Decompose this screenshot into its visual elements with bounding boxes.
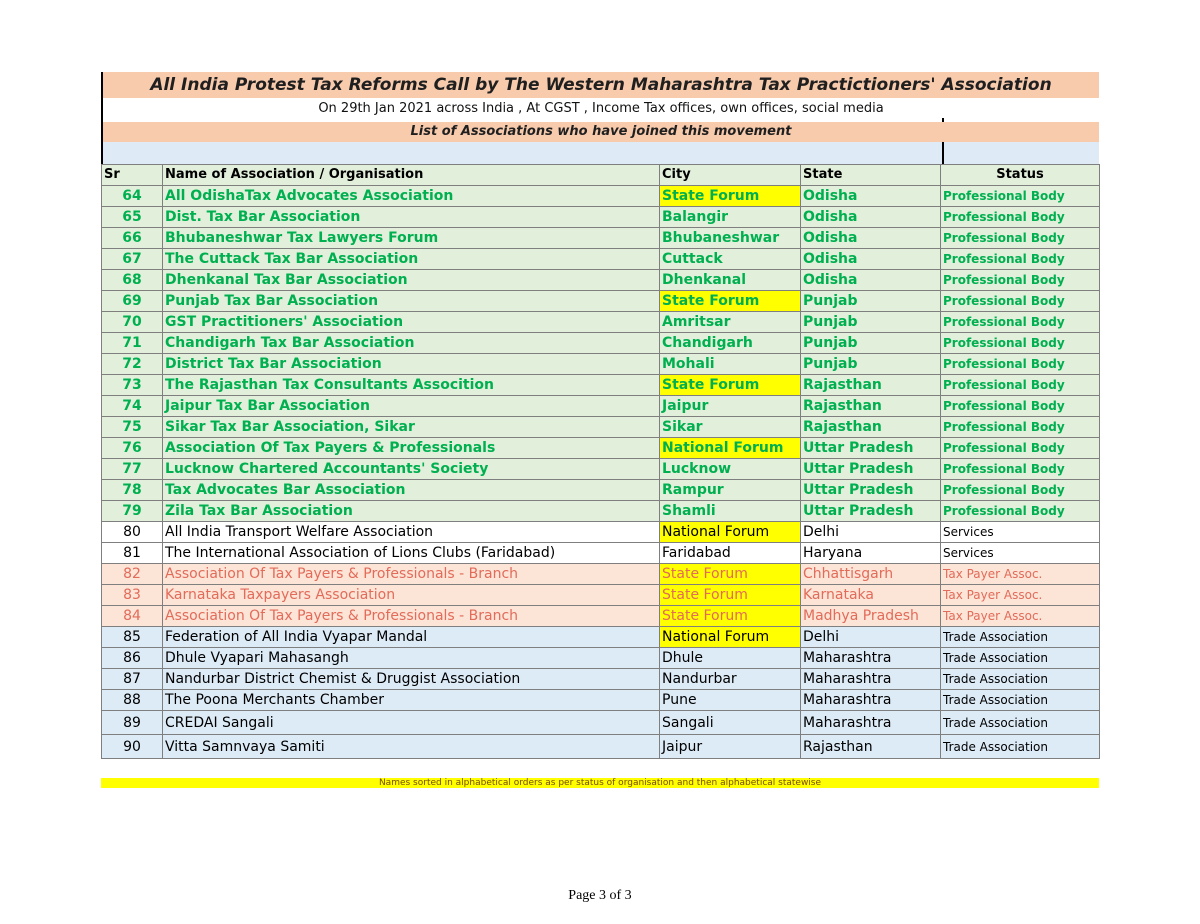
row-name-cell: Association Of Tax Payers & Professionals <box>163 438 660 459</box>
table-row <box>102 735 1100 759</box>
row-sr-cell: 72 <box>102 354 163 375</box>
table-row <box>102 522 1100 543</box>
row-city-cell: Rampur <box>660 480 801 501</box>
row-city-cell: Sikar <box>660 417 801 438</box>
row-state-cell: Maharashtra <box>801 690 941 711</box>
row-sr-cell: 87 <box>102 669 163 690</box>
row-state-cell: Maharashtra <box>801 669 941 690</box>
table-row <box>102 396 1100 417</box>
row-sr-cell: 70 <box>102 312 163 333</box>
column-header-city: City <box>660 165 801 186</box>
row-city-cell: Faridabad <box>660 543 801 564</box>
table-row <box>102 354 1100 375</box>
row-state-cell: Punjab <box>801 312 941 333</box>
row-status-cell: Professional Body <box>941 375 1100 396</box>
table-row <box>102 480 1100 501</box>
row-sr-cell: 88 <box>102 690 163 711</box>
row-status-cell: Professional Body <box>941 249 1100 270</box>
row-status-cell: Professional Body <box>941 186 1100 207</box>
row-sr-cell: 89 <box>102 711 163 735</box>
row-city-cell: State Forum <box>660 186 801 207</box>
row-name-cell: GST Practitioners' Association <box>163 312 660 333</box>
row-city-cell: National Forum <box>660 438 801 459</box>
row-status-cell: Trade Association <box>941 735 1100 759</box>
blank-band <box>101 142 1099 164</box>
row-status-cell: Trade Association <box>941 627 1100 648</box>
row-state-cell: Uttar Pradesh <box>801 438 941 459</box>
row-status-cell: Professional Body <box>941 270 1100 291</box>
row-sr-cell: 80 <box>102 522 163 543</box>
row-state-cell: Odisha <box>801 228 941 249</box>
row-state-cell: Madhya Pradesh <box>801 606 941 627</box>
table-row <box>102 186 1100 207</box>
row-name-cell: Association Of Tax Payers & Professionals - Branch <box>163 564 660 585</box>
row-status-cell: Professional Body <box>941 480 1100 501</box>
column-divider-mark <box>942 142 944 164</box>
row-state-cell: Karnataka <box>801 585 941 606</box>
row-sr-cell: 85 <box>102 627 163 648</box>
row-status-cell: Professional Body <box>941 417 1100 438</box>
row-city-cell: Pune <box>660 690 801 711</box>
table-row <box>102 291 1100 312</box>
row-city-cell: State Forum <box>660 564 801 585</box>
table-body <box>102 186 1100 759</box>
table-row <box>102 207 1100 228</box>
row-name-cell: The Poona Merchants Chamber <box>163 690 660 711</box>
row-city-cell: Dhule <box>660 648 801 669</box>
associations-table <box>101 164 1100 759</box>
row-sr-cell: 79 <box>102 501 163 522</box>
row-city-cell: Bhubaneshwar <box>660 228 801 249</box>
column-header-name: Name of Association / Organisation <box>163 165 660 186</box>
row-status-cell: Services <box>941 522 1100 543</box>
page-number: Page 3 of 3 <box>568 888 632 903</box>
table-row <box>102 375 1100 396</box>
table-row <box>102 417 1100 438</box>
row-name-cell: Chandigarh Tax Bar Association <box>163 333 660 354</box>
row-status-cell: Professional Body <box>941 291 1100 312</box>
row-sr-cell: 66 <box>102 228 163 249</box>
column-header-status: Status <box>941 165 1100 186</box>
row-state-cell: Haryana <box>801 543 941 564</box>
row-name-cell: Jaipur Tax Bar Association <box>163 396 660 417</box>
table-row <box>102 333 1100 354</box>
row-name-cell: CREDAI Sangali <box>163 711 660 735</box>
row-name-cell: The Rajasthan Tax Consultants Assocition <box>163 375 660 396</box>
row-city-cell: Chandigarh <box>660 333 801 354</box>
row-name-cell: Dhenkanal Tax Bar Association <box>163 270 660 291</box>
row-sr-cell: 82 <box>102 564 163 585</box>
row-name-cell: Association Of Tax Payers & Professionals - Branch <box>163 606 660 627</box>
row-city-cell: Balangir <box>660 207 801 228</box>
table-row <box>102 564 1100 585</box>
row-state-cell: Maharashtra <box>801 648 941 669</box>
table-row <box>102 606 1100 627</box>
row-city-cell: Nandurbar <box>660 669 801 690</box>
row-sr-cell: 78 <box>102 480 163 501</box>
row-state-cell: Rajasthan <box>801 396 941 417</box>
table-row <box>102 312 1100 333</box>
row-state-cell: Delhi <box>801 522 941 543</box>
row-state-cell: Delhi <box>801 627 941 648</box>
page-subtitle <box>101 98 1099 122</box>
row-status-cell: Professional Body <box>941 438 1100 459</box>
row-state-cell: Uttar Pradesh <box>801 459 941 480</box>
row-name-cell: Nandurbar District Chemist & Druggist Association <box>163 669 660 690</box>
row-status-cell: Services <box>941 543 1100 564</box>
row-state-cell: Punjab <box>801 333 941 354</box>
table-row <box>102 669 1100 690</box>
row-name-cell: Lucknow Chartered Accountants' Society <box>163 459 660 480</box>
row-city-cell: State Forum <box>660 606 801 627</box>
row-name-cell: Sikar Tax Bar Association, Sikar <box>163 417 660 438</box>
row-city-cell: State Forum <box>660 375 801 396</box>
row-sr-cell: 74 <box>102 396 163 417</box>
row-name-cell: Dhule Vyapari Mahasangh <box>163 648 660 669</box>
row-city-cell: Shamli <box>660 501 801 522</box>
table-row <box>102 270 1100 291</box>
row-name-cell: All OdishaTax Advocates Association <box>163 186 660 207</box>
row-sr-cell: 64 <box>102 186 163 207</box>
row-city-cell: Mohali <box>660 354 801 375</box>
page-title: All India Protest Tax Reforms Call by The Western Maharashtra Tax Practictioners' Association <box>101 72 1099 98</box>
row-name-cell: Tax Advocates Bar Association <box>163 480 660 501</box>
row-name-cell: Karnataka Taxpayers Association <box>163 585 660 606</box>
table-row <box>102 228 1100 249</box>
row-city-cell: Sangali <box>660 711 801 735</box>
column-header-state: State <box>801 165 941 186</box>
row-status-cell: Tax Payer Assoc. <box>941 564 1100 585</box>
row-name-cell: The International Association of Lions Clubs (Faridabad) <box>163 543 660 564</box>
row-sr-cell: 75 <box>102 417 163 438</box>
row-status-cell: Tax Payer Assoc. <box>941 585 1100 606</box>
row-state-cell: Uttar Pradesh <box>801 480 941 501</box>
table-row <box>102 690 1100 711</box>
row-state-cell: Odisha <box>801 186 941 207</box>
table-row <box>102 648 1100 669</box>
table-row <box>102 438 1100 459</box>
row-state-cell: Rajasthan <box>801 375 941 396</box>
row-name-cell: District Tax Bar Association <box>163 354 660 375</box>
row-city-cell: National Forum <box>660 627 801 648</box>
row-name-cell: Punjab Tax Bar Association <box>163 291 660 312</box>
subtitle-text: On 29th Jan 2021 across India , At CGST , Income Tax offices, own offices, social media <box>318 101 884 116</box>
column-header-sr: Sr <box>102 165 163 186</box>
row-sr-cell: 86 <box>102 648 163 669</box>
row-state-cell: Rajasthan <box>801 417 941 438</box>
row-city-cell: Dhenkanal <box>660 270 801 291</box>
row-status-cell: Professional Body <box>941 396 1100 417</box>
table-row <box>102 459 1100 480</box>
row-state-cell: Uttar Pradesh <box>801 501 941 522</box>
row-state-cell: Odisha <box>801 270 941 291</box>
row-name-cell: Vitta Samnvaya Samiti <box>163 735 660 759</box>
row-name-cell: All India Transport Welfare Association <box>163 522 660 543</box>
row-sr-cell: 76 <box>102 438 163 459</box>
table-row <box>102 585 1100 606</box>
table-row <box>102 627 1100 648</box>
row-status-cell: Professional Body <box>941 333 1100 354</box>
row-status-cell: Trade Association <box>941 690 1100 711</box>
row-status-cell: Professional Body <box>941 459 1100 480</box>
row-name-cell: Bhubaneshwar Tax Lawyers Forum <box>163 228 660 249</box>
row-status-cell: Professional Body <box>941 354 1100 375</box>
row-city-cell: State Forum <box>660 291 801 312</box>
row-status-cell: Tax Payer Assoc. <box>941 606 1100 627</box>
row-name-cell: Dist. Tax Bar Association <box>163 207 660 228</box>
row-sr-cell: 71 <box>102 333 163 354</box>
row-status-cell: Professional Body <box>941 207 1100 228</box>
footnote: Names sorted in alphabetical orders as per status of organisation and then alphabetical statewise <box>101 778 1099 788</box>
list-heading: List of Associations who have joined this movement <box>101 122 1099 142</box>
table-row <box>102 501 1100 522</box>
row-city-cell: National Forum <box>660 522 801 543</box>
row-sr-cell: 65 <box>102 207 163 228</box>
row-state-cell: Punjab <box>801 354 941 375</box>
row-city-cell: Jaipur <box>660 396 801 417</box>
row-name-cell: Federation of All India Vyapar Mandal <box>163 627 660 648</box>
row-state-cell: Maharashtra <box>801 711 941 735</box>
row-city-cell: Amritsar <box>660 312 801 333</box>
row-status-cell: Professional Body <box>941 312 1100 333</box>
table-row <box>102 249 1100 270</box>
row-state-cell: Chhattisgarh <box>801 564 941 585</box>
row-status-cell: Trade Association <box>941 711 1100 735</box>
spreadsheet-page <box>101 72 1099 759</box>
table-row <box>102 543 1100 564</box>
row-state-cell: Odisha <box>801 207 941 228</box>
row-name-cell: The Cuttack Tax Bar Association <box>163 249 660 270</box>
row-sr-cell: 69 <box>102 291 163 312</box>
row-sr-cell: 90 <box>102 735 163 759</box>
row-sr-cell: 73 <box>102 375 163 396</box>
row-state-cell: Odisha <box>801 249 941 270</box>
row-sr-cell: 77 <box>102 459 163 480</box>
row-sr-cell: 81 <box>102 543 163 564</box>
row-sr-cell: 68 <box>102 270 163 291</box>
row-name-cell: Zila Tax Bar Association <box>163 501 660 522</box>
row-state-cell: Rajasthan <box>801 735 941 759</box>
row-status-cell: Trade Association <box>941 669 1100 690</box>
row-status-cell: Professional Body <box>941 501 1100 522</box>
row-city-cell: Lucknow <box>660 459 801 480</box>
row-city-cell: Jaipur <box>660 735 801 759</box>
row-city-cell: State Forum <box>660 585 801 606</box>
row-city-cell: Cuttack <box>660 249 801 270</box>
row-state-cell: Punjab <box>801 291 941 312</box>
table-row <box>102 711 1100 735</box>
table-header-row <box>102 165 1100 186</box>
row-sr-cell: 84 <box>102 606 163 627</box>
row-status-cell: Professional Body <box>941 228 1100 249</box>
row-sr-cell: 83 <box>102 585 163 606</box>
row-status-cell: Trade Association <box>941 648 1100 669</box>
row-sr-cell: 67 <box>102 249 163 270</box>
